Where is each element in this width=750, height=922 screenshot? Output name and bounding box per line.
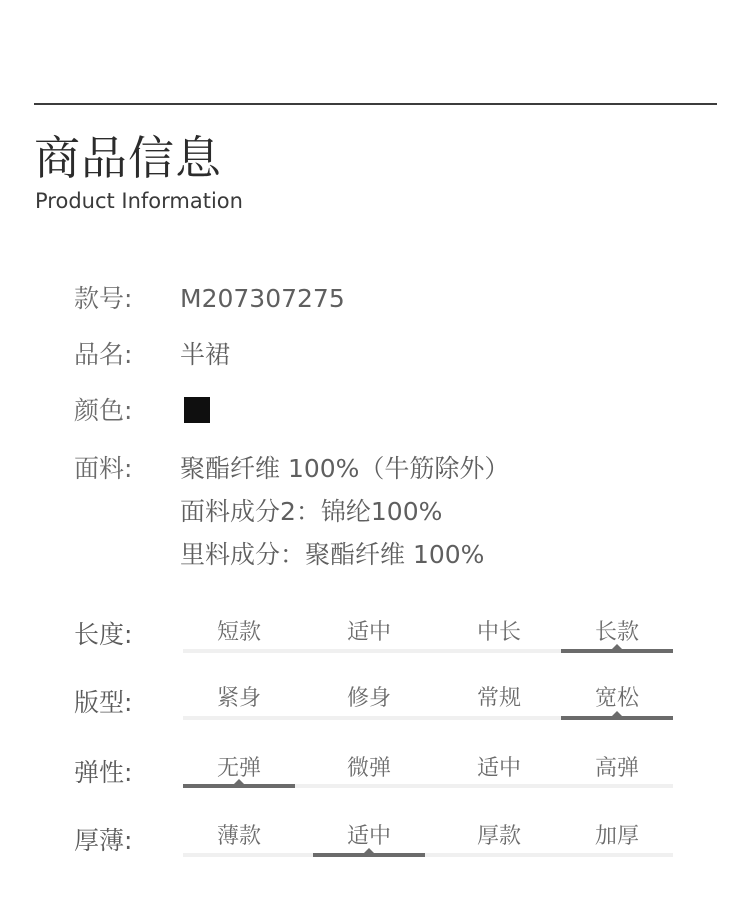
attribute-selected-marker [561,716,673,720]
fabric-line-3: 里料成分：聚酯纤维 100% [180,540,485,569]
attribute-label: 弹性: [74,758,133,787]
fabric-line-1: 聚酯纤维 100%（牛筋除外） [180,454,510,483]
attribute-row-length [0,620,750,680]
fabric-label: 面料: [74,454,133,483]
attribute-label: 长度: [74,620,133,649]
attribute-option: 适中 [346,620,391,645]
section-subtitle: Product Information [35,189,243,213]
attribute-option: 常规 [476,686,521,711]
attribute-option: 适中 [476,756,521,781]
attribute-option: 加厚 [594,824,639,849]
attribute-row-elasticity [0,756,750,816]
attribute-option: 高弹 [594,756,639,781]
attribute-label: 厚薄: [74,826,133,855]
attribute-option: 短款 [216,620,261,645]
attribute-option: 紧身 [216,686,261,711]
header-rule [34,103,717,105]
attribute-selected-marker [313,853,425,857]
attribute-option: 修身 [346,686,391,711]
attribute-option: 厚款 [476,824,521,849]
attribute-option: 薄款 [216,824,261,849]
attribute-option: 无弹 [216,756,261,781]
style-number-label: 款号: [74,284,133,313]
attribute-selected-marker [561,649,673,653]
attribute-label: 版型: [74,688,133,717]
attribute-option: 中长 [476,620,521,645]
attribute-option: 长款 [594,620,639,645]
product-name-value: 半裙 [180,340,231,369]
fabric-line-2: 面料成分2：锦纶100% [180,497,443,526]
color-label: 颜色: [74,396,133,425]
attribute-option: 宽松 [594,686,639,711]
section-title: 商品信息 [34,131,222,185]
attribute-selected-marker [183,784,295,788]
product-name-label: 品名: [74,340,133,369]
attribute-option: 微弹 [346,756,391,781]
attribute-option: 适中 [346,824,391,849]
attribute-track [183,853,673,857]
color-swatch [184,397,210,423]
attribute-row-thickness [0,824,750,884]
attribute-row-fit [0,686,750,746]
style-number-value: M207307275 [180,284,345,313]
